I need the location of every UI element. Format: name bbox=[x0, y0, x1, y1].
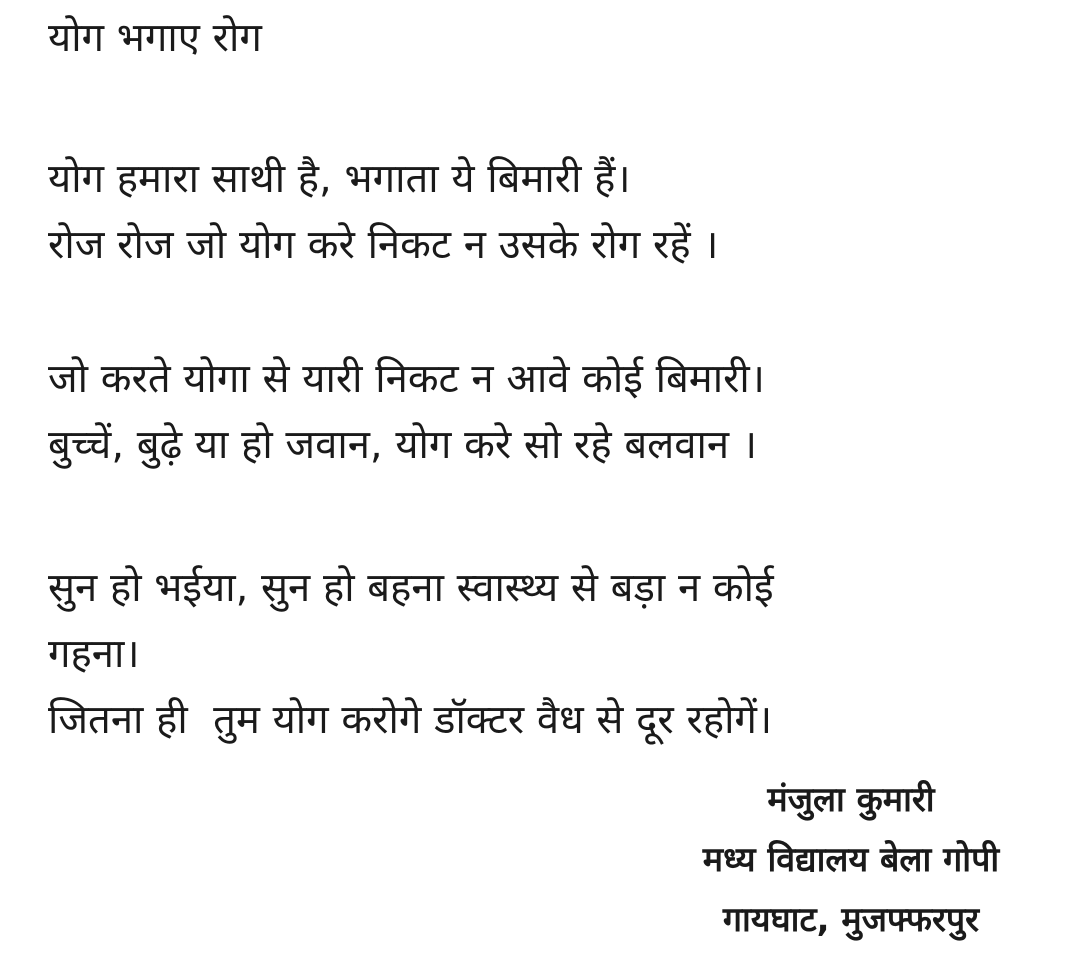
stanza-2 bbox=[48, 346, 1048, 478]
stanza-1 bbox=[48, 146, 1048, 278]
poem-line: बुच्चें, बुढ़े या हो जवान, योग करे सो रहे बलवान । bbox=[48, 422, 757, 468]
poem-line: योग हमारा साथी है, भगाता ये बिमारी हैं। bbox=[48, 156, 631, 202]
stanza-3 bbox=[48, 555, 1048, 753]
signature-block bbox=[631, 770, 1071, 950]
school-name: मध्य विद्यालय बेला गोपी bbox=[702, 840, 1000, 880]
author-name: मंजुला कुमारी bbox=[767, 780, 935, 820]
poem-title: योग भगाए रोग bbox=[48, 15, 262, 61]
poem-line: जो करते योगा से यारी निकट न आवे कोई बिमारी। bbox=[48, 356, 765, 402]
poem-line: रोज रोज जो योग करे निकट न उसके रोग रहें । bbox=[48, 222, 719, 268]
place-name: गायघाट, मुजफ्फरपुर bbox=[722, 900, 980, 940]
poem-line: सुन हो भईया, सुन हो बहना स्वास्थ्य से बड़ा न कोई bbox=[48, 565, 774, 611]
poem-line: गहना। bbox=[48, 631, 140, 677]
poem-line: जितना ही तुम योग करोगे डॉक्टर वैध से दूर रहोगें। bbox=[48, 697, 773, 743]
